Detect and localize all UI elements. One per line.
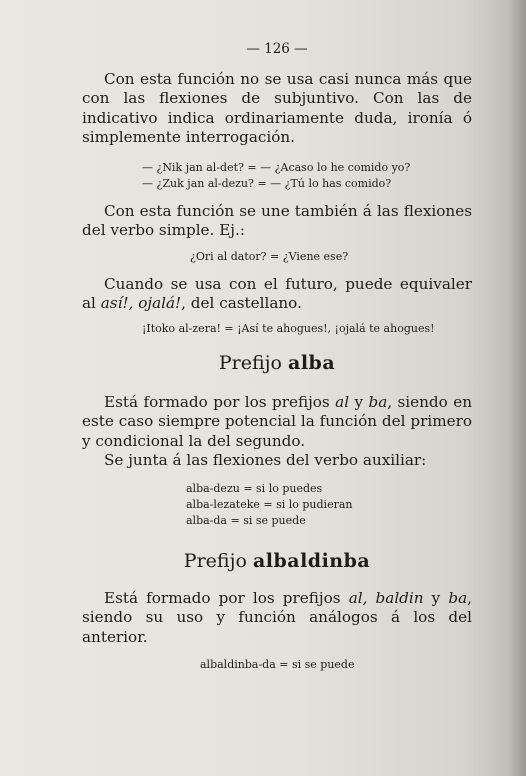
example-block-5: albaldinba-da = si se puede	[200, 658, 355, 671]
heading-term: albaldinba	[252, 549, 371, 572]
section-heading-albaldinba	[82, 549, 472, 573]
text-run: , siendo en este caso siempre potencial la función del primero y condicional la del segundo.	[82, 392, 472, 450]
paragraph-4	[82, 393, 472, 452]
paragraph-6	[82, 589, 472, 648]
example-line: — ¿Zuk jan al-dezu? = — ¿Tú lo has comido?	[142, 176, 392, 190]
heading-prefix: Prefijo	[183, 549, 253, 572]
text-run: y	[423, 588, 449, 607]
paragraph-5: Se junta á las flexiones del verbo auxiliar:	[104, 451, 427, 469]
text-run: y	[349, 392, 369, 411]
text-run: , siendo su uso y función análogos á los del anterior.	[82, 588, 472, 646]
example-line: — ¿Nik jan al-det? = — ¿Acaso lo he comido yo?	[142, 160, 411, 174]
italic-run: ba	[368, 392, 388, 411]
section-heading-alba	[82, 351, 472, 375]
page-edge-shadow	[508, 0, 526, 776]
example-block-3: ¡Itoko al-zera! = ¡Así te ahogues!, ¡ojalá te ahogues!	[142, 321, 435, 335]
paragraph-1: Con esta función no se usa casi nunca más que con las flexiones de subjuntivo. Con las de indicativo indica ordinariamente duda, ironía ó simplemente interrogación.	[82, 69, 472, 146]
text-run: Cuando se usa con el futuro, puede equivaler al	[82, 274, 472, 312]
example-block-1	[142, 160, 472, 192]
page-number: — 126 —	[246, 41, 308, 57]
example-line: alba-da = si se puede	[186, 513, 306, 527]
text-run: , del castellano.	[181, 294, 302, 312]
text-run: Está formado por los prefijos	[104, 392, 336, 411]
example-line: alba-dezu = si lo puedes	[186, 481, 323, 495]
example-line: alba-lezateke = si lo pudieran	[186, 497, 353, 511]
example-block-2: ¿Ori al dator? = ¿Viene ese?	[190, 249, 349, 263]
heading-prefix: Prefijo	[218, 351, 289, 374]
text-run: Está formado por los prefijos	[104, 588, 349, 607]
italic-run: al	[335, 392, 350, 411]
page-content	[82, 40, 472, 673]
italic-run: ba	[448, 588, 468, 607]
heading-term: alba	[288, 351, 336, 374]
italic-run: al, baldin	[348, 588, 424, 607]
italic-run: así!, ojalá!	[100, 294, 182, 312]
paragraph-2: Con esta función se une también á las flexiones del verbo simple. Ej.:	[82, 201, 472, 239]
paragraph-3	[82, 275, 472, 314]
example-block-4	[186, 481, 472, 529]
